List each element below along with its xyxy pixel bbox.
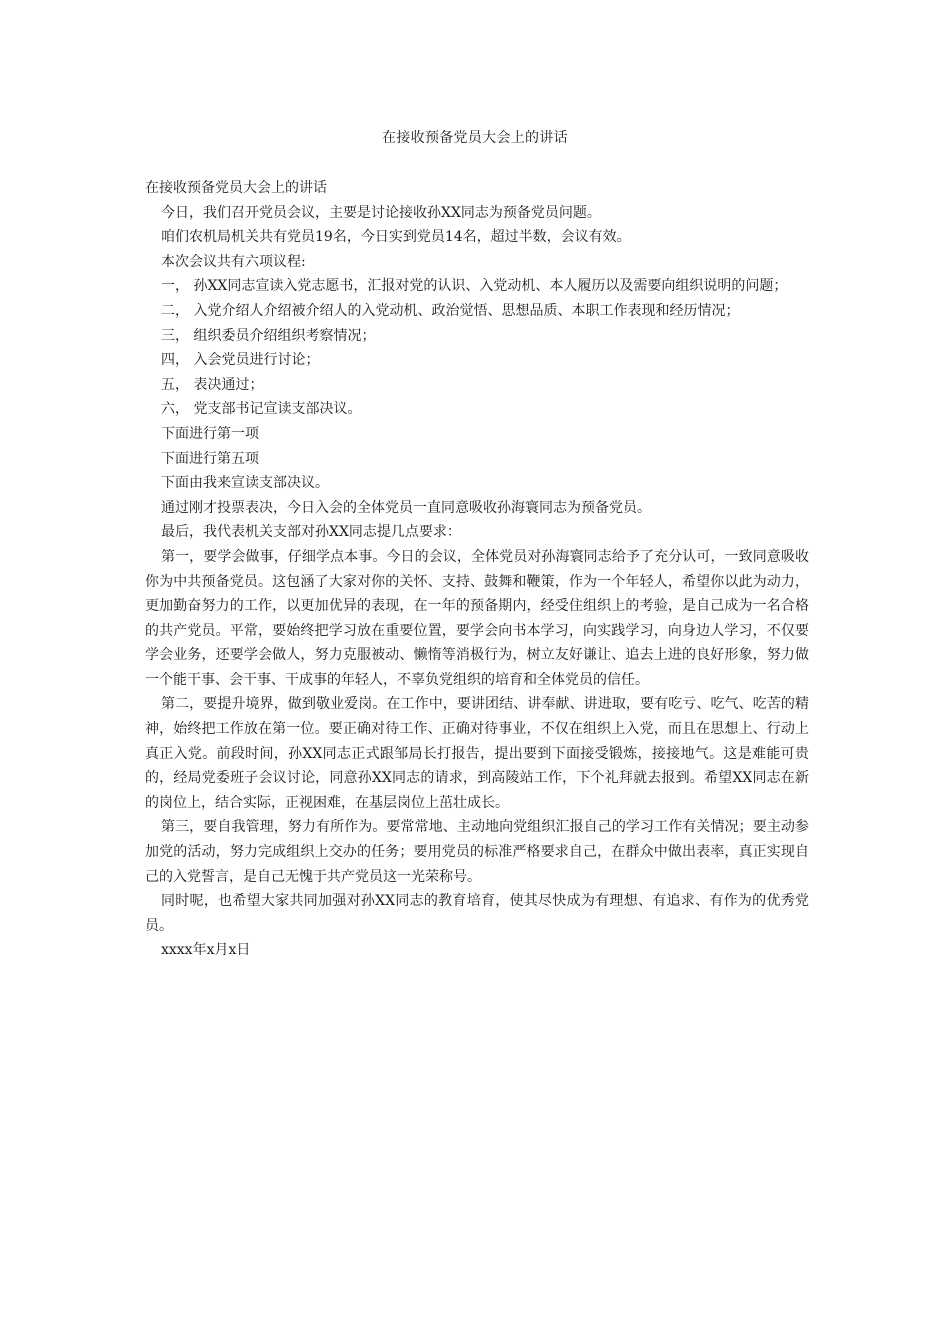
agenda-item-2: 二， 入党介绍人介绍被介绍人的入党动机、政治觉悟、思想品质、本职工作表现和经历情况； [161,302,740,319]
document-body [145,176,809,963]
paragraph-closing: 同时呢，也希望大家共同加强对孙XX同志的教育培育，使其尽快成为有理想、有追求、有作为的优秀党员。 [145,893,809,934]
paragraph-fifth-item: 下面进行第五项 [161,450,259,467]
document-date: xxxx年x月x日 [161,942,251,959]
paragraph-requirement-2: 第二，要提升境界，做到敬业爱岗。在工作中，要讲团结、讲奉献、讲进取，要有吃亏、吃气、吃苦的精神，始终把工作放在第一位。要正确对待工作、正确对待事业，不仅在组织上入党，而且在思想上、行动上真正入党。前段时间，孙XX同志正式跟邹局长打报告，提出要到下面接受锻炼，接接地气。这是难能可贵的，经局党委班子会议讨论，同意孙XX同志的请求，到高陵站工作，下个礼拜就去报到。希望XX同志在新的岗位上，结合实际，正视困难，在基层岗位上茁壮成长。 [145,696,809,811]
agenda-item-1: 一， 孙XX同志宣读入党志愿书，汇报对党的认识、入党动机、本人履历以及需要向组织说明的问题； [161,278,788,295]
paragraph-attendance: 咱们农机局机关共有党员19名，今日实到党员14名，超过半数，会议有效。 [161,229,631,246]
document-title: 在接收预备党员大会上的讲话 [382,130,568,146]
document-heading: 在接收预备党员大会上的讲话 [145,180,327,196]
agenda-item-3: 三， 组织委员介绍组织考察情况； [161,327,376,344]
paragraph-opening: 今日，我们召开党员会议，主要是讨论接收孙XX同志为预备党员问题。 [161,204,601,221]
paragraph-requirement-1: 第一，要学会做事，仔细学点本事。今日的会议，全体党员对孙海寰同志给予了充分认可，一致同意吸收你为中共预备党员。这包涵了大家对你的关怀、支持、鼓舞和鞭策，作为一个年轻人，希望你以此为动力，更加勤奋努力的工作，以更加优异的表现，在一年的预备期内，经受住组织上的考验，是自己成为一名合格的共产党员。平常，要始终把学习放在重要位置，要学会向书本学习，向实践学习，向身边人学习，不仅要学会业务，还要学会做人，努力克服被动、懒惰等消极行为，树立友好谦让、追去上进的良好形象，努力做一个能干事、会干事、干成事的年轻人，不辜负党组织的培育和全体党员的信任。 [145,548,809,688]
paragraph-vote-result: 通过刚才投票表决，今日入会的全体党员一直同意吸收孙海寰同志为预备党员。 [161,499,651,516]
paragraph-requirements-intro: 最后，我代表机关支部对孙XX同志提几点要求： [161,524,461,541]
paragraph-agenda-intro: 本次会议共有六项议程: [161,253,306,270]
agenda-item-6: 六， 党支部书记宣读支部决议。 [161,401,362,418]
paragraph-first-item: 下面进行第一项 [161,425,259,442]
agenda-item-4: 四， 入会党员进行讨论； [161,352,320,369]
paragraph-requirement-3: 第三，要自我管理，努力有所作为。要常常地、主动地向党组织汇报自己的学习工作有关情况；要主动参加党的活动，努力完成组织上交办的任务；要用党员的标准严格要求自己，在群众中做出表率，真正实现自己的入党誓言，是自己无愧于共产党员这一光荣称号。 [145,819,809,885]
paragraph-resolution-intro: 下面由我来宣读支部决议。 [161,475,329,492]
agenda-item-5: 五， 表决通过； [161,376,264,393]
